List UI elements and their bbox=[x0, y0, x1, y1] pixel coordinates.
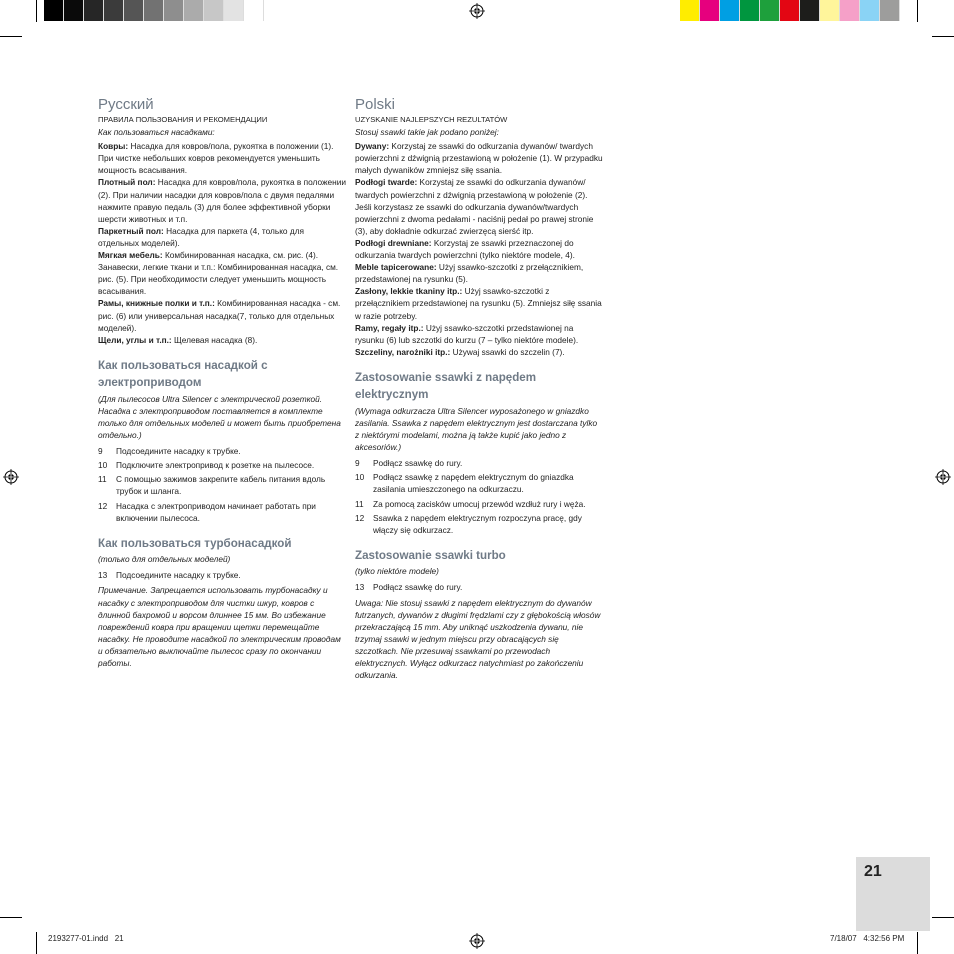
attachment-item bbox=[98, 140, 346, 176]
attachment-description: Użyj ssawko-szczotki przedstawionej na rysunku (6) lub szczotki do kurzu (7 – tylko niektóre modele). bbox=[355, 322, 579, 345]
warning-text: Примечание. Запрещается использовать турбонасадку и насадку с электроприводом для чистки шкур, ковров с длинной бахромой и ворсом длиннее 15 мм. Во избежание повреждений ковра при вращении щетки перемещайте насадку. Не проводите насадкой по электрическим проводам и обязательно выключайте пылесос сразу по окончании работы. bbox=[98, 585, 341, 668]
step-text: Ssawka z napędem elektrycznym rozpoczyna pracę, gdy włączy się odkurzacz. bbox=[373, 512, 582, 535]
polish-column bbox=[355, 96, 603, 681]
step-item bbox=[355, 471, 603, 495]
page-number: 21 bbox=[864, 863, 882, 880]
step-text: С помощью зажимов закрепите кабель питания вдоль трубок и шланга. bbox=[116, 474, 326, 497]
color-swatch bbox=[204, 0, 224, 21]
step-item bbox=[98, 569, 346, 581]
step-item bbox=[98, 473, 346, 497]
step-text: Подключите электропривод к розетке на пылесосе. bbox=[116, 460, 315, 471]
step-number: 12 bbox=[355, 512, 365, 523]
attachment-description: Комбинированная насадка, см. рис. (4). Занавески, легкие ткани и т.п.: Комбинированная насадка, см. рис. (5). При необходимости следует уменьшить мощность всасывания. bbox=[98, 250, 339, 297]
crop-mark bbox=[932, 917, 954, 918]
attachment-item bbox=[355, 285, 603, 321]
attachment-list bbox=[98, 140, 346, 346]
color-swatch bbox=[44, 0, 64, 21]
attachment-item bbox=[355, 237, 603, 261]
attachment-item bbox=[98, 334, 346, 346]
step-item bbox=[355, 457, 603, 469]
footer-file-info: 2193277-01.indd 21 bbox=[48, 934, 124, 943]
color-swatch bbox=[224, 0, 244, 21]
attachment-label: Щели, углы и т.п.: bbox=[98, 334, 172, 345]
attachment-description: Użyj ssawko-szczotki z przełącznikiem, przedstawionej na rysunku (5). bbox=[355, 262, 584, 285]
step-number: 13 bbox=[355, 582, 365, 593]
step-text: Подсоедините насадку к трубке. bbox=[116, 446, 241, 457]
step-number: 10 bbox=[355, 472, 365, 483]
warning-text: Uwaga: Nie stosuj ssawki z napędem elektrycznym do dywanów futrzanych, dywanów z długimi frędzlami czy z głębokością włosów przekraczającą 15 mm. Aby uniknąć uszkodzenia dywanu, nie trzymaj ssawki w jednym miejscu przy obracających się szczotkach. Nie przesuwaj ssawkami po przewodach elektrycznych. Wyłącz odkurzacz natychmiast po zakończeniu odkurzania. bbox=[355, 597, 601, 681]
crop-mark bbox=[917, 0, 918, 22]
step-number: 11 bbox=[355, 498, 364, 509]
attachment-description: Korzystaj ze ssawki do odkurzania dywanów/ twardych powierzchni z dźwignią przestawioną w położenie (2). Jeśli korzystasz ze ssawki do odkurzania dywanów/twardych powierzchni z dwoma pedałami - naciśnij pedał po prawej stronie (3), aby dokładnie odkurzać zwierzęcą sierść itp. bbox=[355, 177, 594, 236]
color-swatch bbox=[700, 0, 720, 21]
attachment-label: Szczeliny, narożniki itp.: bbox=[355, 346, 451, 357]
attachment-description: Używaj ssawki do szczelin (7). bbox=[450, 346, 565, 357]
attachment-label: Dywany: bbox=[355, 141, 390, 152]
color-swatch bbox=[860, 0, 880, 21]
attachment-item bbox=[355, 322, 603, 346]
step-number: 12 bbox=[98, 500, 108, 511]
attachment-item bbox=[355, 140, 603, 176]
color-swatch bbox=[244, 0, 264, 21]
step-item bbox=[355, 512, 603, 536]
attachment-description: Użyj ssawko-szczotki z przełącznikiem przedstawionej na rysunku (5). Zmniejsz siłę ssania w razie potrzeby. bbox=[355, 286, 602, 321]
color-swatch bbox=[64, 0, 84, 21]
powered-nozzle-note: (Для пылесосов Ultra Silencer с электрической розеткой. Насадка с электроприводом поставляется в комплекте только для отдельных моделей и может быть приобретена отдельно.) bbox=[98, 393, 341, 441]
attachment-description: Korzystaj ze ssawki do odkurzania dywanów/ twardych powierzchni z dźwignią przestawioną w położenie (1). W przypadku małych dywaników zmniejsz siłę ssania. bbox=[355, 141, 603, 176]
registration-mark-icon bbox=[3, 469, 19, 485]
step-text: Podłącz ssawkę do rury. bbox=[373, 458, 463, 469]
color-swatch bbox=[104, 0, 124, 21]
turbo-nozzle-steps bbox=[355, 581, 603, 593]
section-title: Polski bbox=[355, 96, 396, 113]
crop-mark bbox=[36, 932, 37, 954]
attachment-item bbox=[98, 249, 346, 297]
section-subtitle: UZYSKANIE NAJLEPSZYCH REZULTATÓW bbox=[355, 115, 508, 124]
attachment-label: Ковры: bbox=[98, 141, 129, 152]
turbo-nozzle-note: (tylko niektóre modele) bbox=[355, 566, 439, 577]
section-title: Русский bbox=[98, 96, 154, 113]
step-item bbox=[355, 498, 603, 510]
section-subtitle: ПРАВИЛА ПОЛЬЗОВАНИЯ И РЕКОМЕНДАЦИИ bbox=[98, 115, 268, 124]
attachment-description: Насадка для ковров/пола, рукоятка в положении (1). При чистке небольших ковров рекомендуется уменьшить мощность всасывания. bbox=[98, 141, 334, 176]
attachment-item bbox=[355, 176, 603, 236]
crop-mark bbox=[0, 36, 22, 37]
footer-timestamp: 7/18/07 4:32:56 PM bbox=[830, 934, 905, 943]
color-swatch bbox=[820, 0, 840, 21]
attachment-label: Рамы, книжные полки и т.п.: bbox=[98, 298, 215, 309]
attachment-description: Насадка для ковров/пола, рукоятка в положении (2). При наличии насадки для ковров/пола с двумя педалями нажмите правую педаль (3) для более эффективной уборки шерсти животных и т.п. bbox=[98, 177, 347, 224]
color-swatch bbox=[880, 0, 900, 21]
intro-text: Stosuj ssawki takie jak podano poniżej: bbox=[355, 127, 499, 138]
registration-mark-icon bbox=[469, 933, 485, 949]
attachment-item bbox=[355, 261, 603, 285]
attachment-label: Podłogi drewniane: bbox=[355, 237, 432, 248]
intro-text: Как пользоваться насадками: bbox=[98, 127, 215, 138]
powered-nozzle-heading: Как пользоваться насадкой с электроприводом bbox=[98, 358, 268, 390]
step-item bbox=[98, 445, 346, 457]
color-swatch bbox=[164, 0, 184, 21]
powered-nozzle-note: (Wymaga odkurzacza Ultra Silencer wyposażonego w gniazdko zasilania. Ssawka z napędem elektrycznym jest dostarczana tylko z niektórymi modelami, można ją także kupić jako jedno z akcesoriów.) bbox=[355, 405, 598, 453]
attachment-item bbox=[98, 297, 346, 333]
color-swatch-bar bbox=[680, 0, 900, 21]
step-text: Podłącz ssawkę z napędem elektrycznym do gniazdka zasilania umieszczonego na odkurzaczu. bbox=[373, 472, 574, 495]
registration-mark-icon bbox=[469, 3, 485, 19]
crop-mark bbox=[917, 932, 918, 954]
color-swatch bbox=[780, 0, 800, 21]
color-swatch bbox=[800, 0, 820, 21]
powered-nozzle-steps bbox=[355, 457, 603, 536]
crop-mark bbox=[0, 917, 22, 918]
attachment-item bbox=[98, 176, 346, 224]
attachment-label: Meble tapicerowane: bbox=[355, 262, 437, 273]
color-swatch bbox=[124, 0, 144, 21]
step-number: 13 bbox=[98, 570, 108, 581]
step-text: Подсоедините насадку к трубке. bbox=[116, 570, 241, 581]
step-number: 11 bbox=[98, 474, 107, 485]
color-swatch bbox=[184, 0, 204, 21]
step-number: 9 bbox=[355, 458, 360, 469]
color-swatch bbox=[680, 0, 700, 21]
attachment-label: Ramy, regały itp.: bbox=[355, 322, 424, 333]
powered-nozzle-heading: Zastosowanie ssawki z napędem elektrycznym bbox=[355, 370, 537, 402]
color-swatch bbox=[144, 0, 164, 21]
attachment-label: Плотный пол: bbox=[98, 177, 156, 188]
russian-column bbox=[98, 96, 346, 669]
attachment-description: Korzystaj ze ssawki przeznaczonej do odkurzania twardych powierzchni (tylko niektóre modele, 4). bbox=[355, 237, 575, 261]
turbo-nozzle-steps bbox=[98, 569, 346, 581]
attachment-description: Насадка для паркета (4, только для отдельных моделей). bbox=[98, 225, 305, 248]
turbo-nozzle-note: (только для отдельных моделей) bbox=[98, 554, 231, 565]
attachment-label: Паркетный пол: bbox=[98, 225, 164, 236]
step-item bbox=[98, 459, 346, 471]
step-item bbox=[98, 500, 346, 524]
crop-mark bbox=[36, 0, 37, 22]
registration-mark-icon bbox=[935, 469, 951, 485]
step-text: Za pomocą zacisków umocuj przewód wzdłuż rury i węża. bbox=[373, 498, 586, 509]
color-swatch bbox=[760, 0, 780, 21]
step-item bbox=[355, 581, 603, 593]
turbo-nozzle-heading: Как пользоваться турбонасадкой bbox=[98, 536, 292, 550]
step-text: Насадка с электроприводом начинает работать при включении пылесоса. bbox=[116, 500, 316, 523]
attachment-description: Щелевая насадка (8). bbox=[171, 334, 258, 345]
step-number: 9 bbox=[98, 446, 103, 457]
grayscale-swatch-bar bbox=[44, 0, 264, 21]
attachment-label: Podłogi twarde: bbox=[355, 177, 418, 188]
attachment-label: Мягкая мебель: bbox=[98, 250, 163, 261]
attachment-item bbox=[355, 346, 603, 358]
attachment-description: Комбинированная насадка - см. рис. (6) или универсальная насадка(7, только для отдельных моделей). bbox=[98, 298, 341, 333]
step-text: Podłącz ssawkę do rury. bbox=[373, 582, 463, 593]
powered-nozzle-steps bbox=[98, 445, 346, 524]
color-swatch bbox=[740, 0, 760, 21]
step-number: 10 bbox=[98, 460, 108, 471]
color-swatch bbox=[84, 0, 104, 21]
turbo-nozzle-heading: Zastosowanie ssawki turbo bbox=[355, 548, 506, 562]
attachment-item bbox=[98, 225, 346, 249]
attachment-label: Zasłony, lekkie tkaniny itp.: bbox=[355, 286, 463, 297]
crop-mark bbox=[932, 36, 954, 37]
color-swatch bbox=[720, 0, 740, 21]
color-swatch bbox=[840, 0, 860, 21]
attachment-list bbox=[355, 140, 603, 358]
